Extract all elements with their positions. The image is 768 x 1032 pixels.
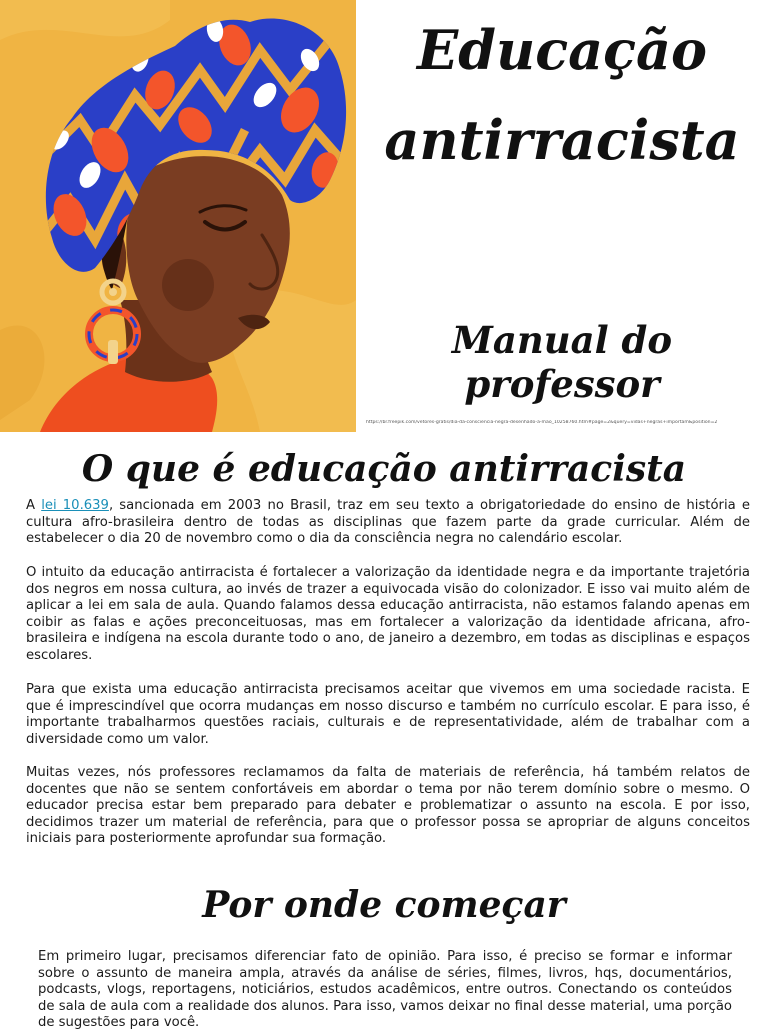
- section-heading-where-to-start: Por onde começar: [202, 884, 566, 926]
- paragraph-reference-material: Muitas vezes, nós professores reclamamos da falta de materiais de referência, há também relatos de docentes que não se sentem confortáveis em abordar o tema por não terem domínio sobre o mesmo. O educador precisa estar bem preparado para debater e problematizar o assunto na escola. E por isso, decidimos trazer um material de referência, para que o professor possa se apropriar de alguns conceitos iniciais para posteriormente aprofundar sua formação.: [26, 765, 750, 847]
- cover-title-line2: antirracista: [384, 108, 740, 172]
- paragraph-racist-society: Para que exista uma educação antirracista precisamos aceitar que vivemos em uma sociedade racista. E que é imprescindível que ocorra mudanças em nosso discurso e também no currículo escolar. E para isso, é importante trabalharmos questões raciais, culturais e de representatividade, além de trabalhar com a diversidade como um valor.: [26, 682, 750, 747]
- image-credit-url: https://br.freepik.com/vetores-gratis/dia-da-consciencia-negra-desenhado-a-mao_10258760.htm#page=2&query=vidas+negras+importam&position=2: [366, 420, 718, 425]
- section-heading-what-is: O que é educação antirracista: [81, 448, 687, 490]
- cover-header: [0, 0, 768, 432]
- paragraph-purpose: O intuito da educação antirracista é fortalecer a valorização da identidade negra e da importante trajetória dos negros em nossa cultura, ao invés de trazer a equivocada visão do colonizador. E isso vai muito além de aplicar a lei em sala de aula. Quando falamos dessa educação antirracista, não estamos falando apenas em coibir as falas e ações preconceituosas, mas em fortalecer a valorização da identidade africana, afro-brasileira e indígena na escola durante todo o ano, de janeiro a dezembro, em todas as disciplinas e espaços escolares.: [26, 565, 750, 663]
- paragraph-first-steps: Em primeiro lugar, precisamos diferenciar fato de opinião. Para isso, é preciso se formar e informar sobre o assunto de maneira ampla, através da análise de séries, filmes, livros, hqs, documentários, podcasts, vlogs, reportagens, noticiários, estudos acadêmicos, entre outros. Conectando os conteúdos de sala de aula com a realidade dos alunos. Para isso, vamos deixar no final desse material, uma porção de sugestões para você.: [38, 949, 732, 1031]
- cover-title-line1: Educação: [417, 18, 707, 82]
- paragraph-law: [26, 498, 750, 548]
- cover-subtitle: Manual do professor: [451, 318, 673, 406]
- paragraph-law-text: , sancionada em 2003 no Brasil, traz em seu texto a obrigatoriedade do ensino de história e cultura afro-brasileira dentro de todas as disciplinas que fazem parte da grade curricular. Além de estabelecer o dia 20 de novembro como o dia da consciência negra no calendário escolar.: [26, 498, 750, 547]
- paragraph-law-prefix: A: [26, 498, 42, 513]
- cover-title: [362, 18, 762, 172]
- law-10639-link[interactable]: lei 10.639: [41, 498, 109, 513]
- woman-with-turban-illustration: [0, 0, 356, 432]
